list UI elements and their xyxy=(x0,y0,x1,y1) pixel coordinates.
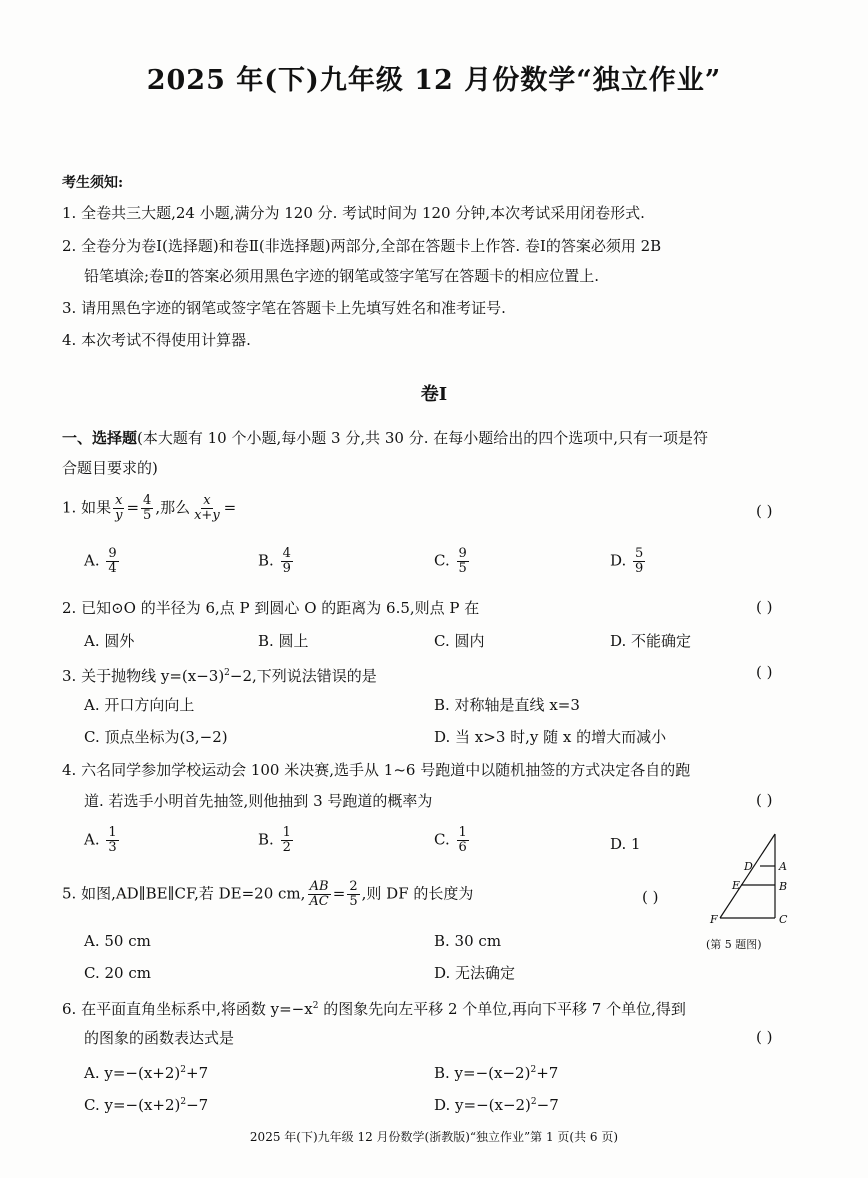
option-d: D. 1 xyxy=(610,835,641,853)
question-2: 2. 已知⊙O 的半径为 6,点 P 到圆心 O 的距离为 6.5,则点 P 在 xyxy=(62,599,480,617)
part-description-cont: 合题目要求的) xyxy=(62,459,158,477)
page-title: 2025 年(下)九年级 12 月份数学“独立作业” xyxy=(146,65,722,96)
option-c: C. $\frac{9}{5}$ xyxy=(434,546,467,576)
part-heading-label: 一、选择题 xyxy=(62,429,138,447)
option-b: B. $\frac{4}{9}$ xyxy=(258,546,291,576)
option-a: A. $\frac{1}{3}$ xyxy=(84,825,117,855)
page-footer: 2025 年(下)九年级 12 月份数学(浙教版)“独立作业”第 1 页(共 6 页) xyxy=(249,1130,619,1144)
part-heading xyxy=(62,428,708,448)
option-c: C. 圆内 xyxy=(434,632,485,650)
notice-item: 铅笔填涂;卷Ⅱ的答案必须用黑色字迹的钢笔或签字笔写在答题卡的相应位置上. xyxy=(84,267,600,285)
option-b: B. 30 cm xyxy=(434,932,502,950)
notice-item: 4. 本次考试不得使用计算器. xyxy=(62,331,251,349)
option-b: B. $y=-(x-2)^2+7$ xyxy=(434,1064,559,1082)
option-c: C. $y=-(x+2)^2-7$ xyxy=(84,1096,209,1114)
answer-paren: ( ) xyxy=(756,1028,773,1046)
notice-label: 考生须知: xyxy=(62,175,124,191)
option-a: A. $\frac{9}{4}$ xyxy=(84,546,117,576)
option-c: C. 顶点坐标为(3,−2) xyxy=(84,728,228,746)
option-d: D. 当 x>3 时,y 随 x 的增大而减小 xyxy=(434,728,667,746)
option-c: C. 20 cm xyxy=(84,964,151,982)
question-4: 4. 六名同学参加学校运动会 100 米决赛,选手从 1~6 号跑道中以随机抽签的方式决定各自的跑 xyxy=(62,761,691,779)
answer-paren: ( ) xyxy=(756,663,773,681)
answer-paren: ( ) xyxy=(642,888,659,906)
fraction: $\frac{x}{x+y}$ xyxy=(194,493,220,523)
question-3: 3. 关于抛物线 $y=(x-3)^2-2$,下列说法错误的是 xyxy=(62,667,377,685)
option-d: D. 不能确定 xyxy=(610,632,692,650)
part-description: (本大题有 10 个小题,每小题 3 分,共 30 分. 在每小题给出的四个选项中,只有一项是符 xyxy=(137,429,709,447)
fraction: $\frac{x}{y}$ xyxy=(115,493,123,523)
figure-caption: (第 5 题图) xyxy=(706,938,762,951)
notice-item: 1. 全卷共三大题,24 小题,满分为 120 分. 考试时间为 120 分钟,本次考试采用闭卷形式. xyxy=(62,204,645,222)
notice-item: 3. 请用黑色字迹的钢笔或签字笔在答题卡上先填写姓名和准考证号. xyxy=(62,299,506,317)
label-c: C xyxy=(779,913,788,926)
option-a: A. 50 cm xyxy=(84,932,151,950)
question-6-cont: 的图象的函数表达式是 xyxy=(84,1029,235,1047)
label-e: E xyxy=(732,879,741,892)
section-title: 卷Ⅰ xyxy=(420,384,448,405)
question-6: 6. 在平面直角坐标系中,将函数 $y=-x^2$ 的图象先向左平移 2 个单位,再向下平移 7 个单位,得到 xyxy=(62,1000,686,1018)
notice-item: 2. 全卷分为卷Ⅰ(选择题)和卷Ⅱ(非选择题)两部分,全部在答题卡上作答. 卷Ⅰ的答案必须用 2B xyxy=(62,237,662,255)
option-a: A. $y=-(x+2)^2+7$ xyxy=(84,1064,209,1082)
label-d: D xyxy=(744,860,753,873)
answer-paren: ( ) xyxy=(756,791,773,809)
fraction: $\frac{4}{5}$ xyxy=(143,493,152,523)
answer-paren: ( ) xyxy=(756,598,773,616)
option-b: B. $\frac{1}{2}$ xyxy=(258,825,291,855)
question-4-cont: 道. 若选手小明首先抽签,则他抽到 3 号跑道的概率为 xyxy=(84,792,433,810)
option-b: B. 圆上 xyxy=(258,632,309,650)
label-b: B xyxy=(779,880,788,893)
question-1: 1. 如果 $\frac{x}{y}$ = $\frac{4}{5}$ ,那么 $\frac{x}{x+y}$ = xyxy=(62,493,237,523)
option-a: A. 开口方向向上 xyxy=(84,696,195,714)
label-a: A xyxy=(779,860,787,873)
label-f: F xyxy=(710,913,718,926)
option-d: D. 无法确定 xyxy=(434,964,516,982)
q5-figure xyxy=(700,828,810,954)
option-b: B. 对称轴是直线 x=3 xyxy=(434,696,580,714)
option-a: A. 圆外 xyxy=(84,632,135,650)
option-d: D. $y=-(x-2)^2-7$ xyxy=(434,1096,559,1114)
question-5: 5. 如图,AD∥BE∥CF,若 DE=20 cm, $\frac{AB}{AC}$ = $\frac{2}{5}$ ,则 DF 的长度为 xyxy=(62,879,474,909)
option-c: C. $\frac{1}{6}$ xyxy=(434,825,467,855)
option-d: D. $\frac{5}{9}$ xyxy=(610,546,644,576)
q1-prefix: 1. 如果 xyxy=(62,498,112,517)
answer-paren: ( ) xyxy=(756,502,773,520)
